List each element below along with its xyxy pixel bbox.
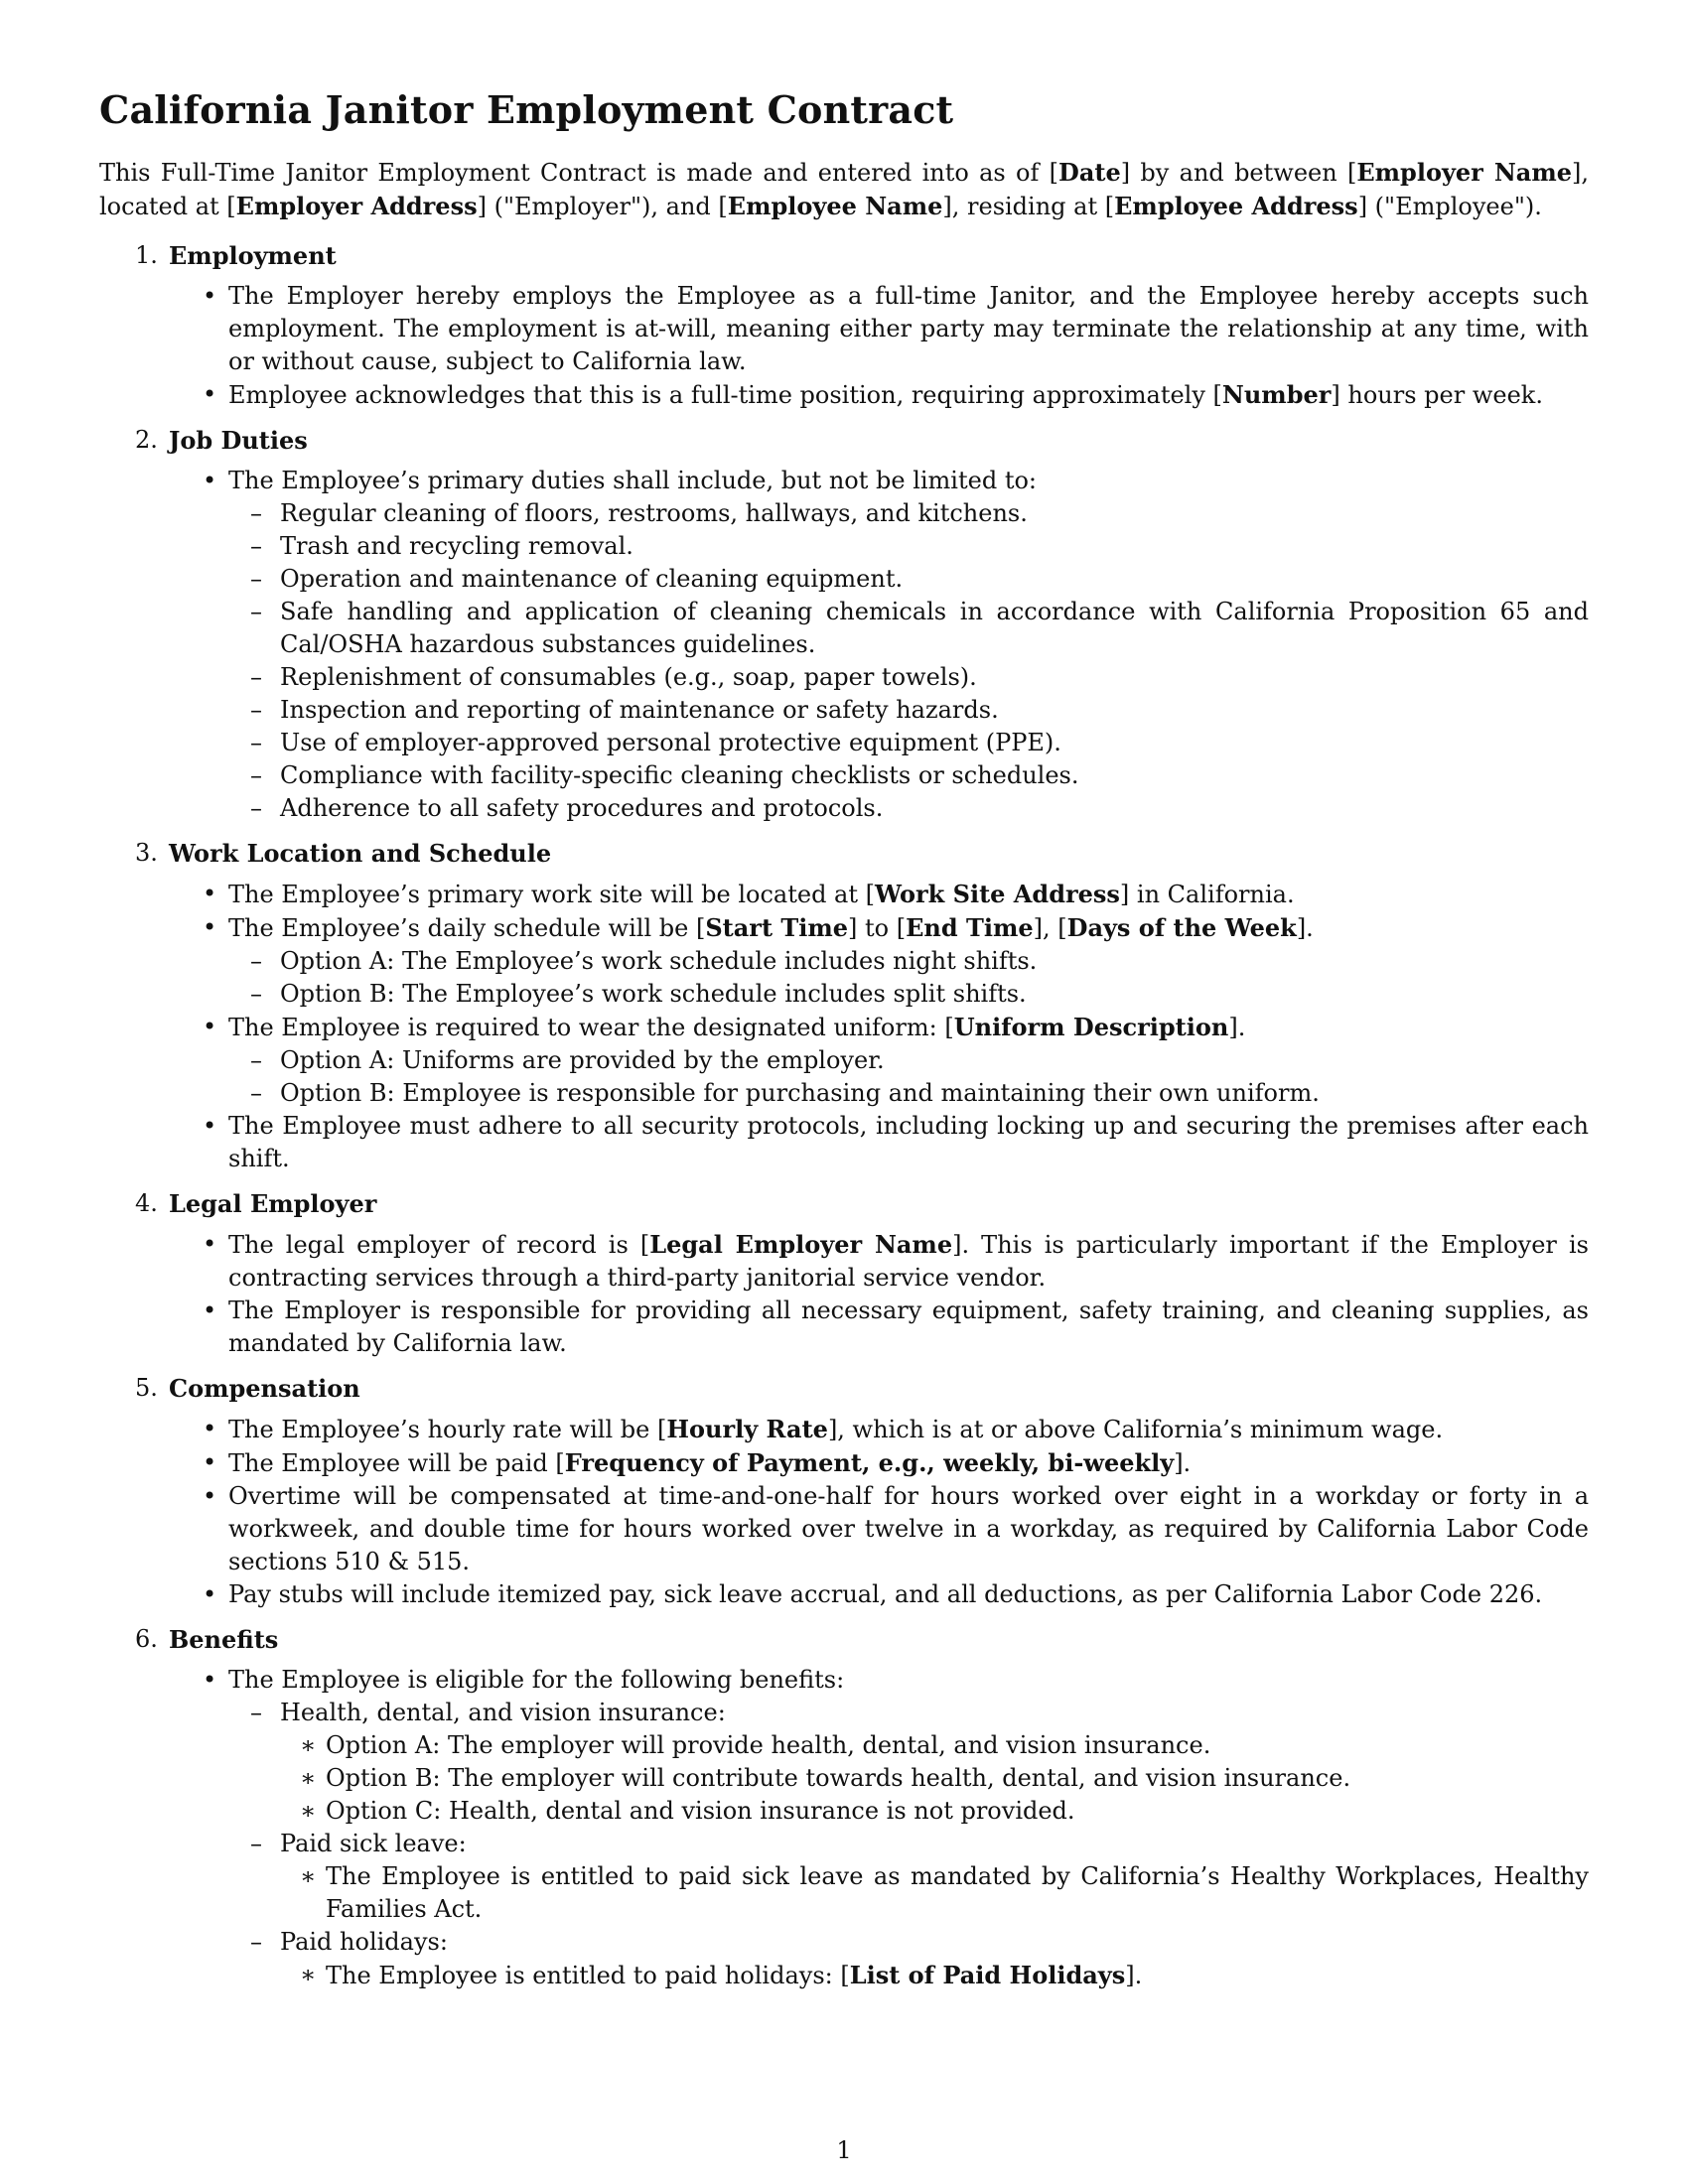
option-text: Option A: The employer will provide health, dental, and vision insurance.: [326, 1731, 1211, 1759]
intro-text: ], residing at [: [942, 193, 1115, 220]
bullet-marker: •: [203, 467, 217, 494]
intro-text: This Full-Time Janitor Employment Contract is made and entered into as of [: [99, 159, 1059, 187]
field-end-time: End Time: [906, 913, 1034, 942]
dash-marker: –: [250, 532, 262, 560]
dash-marker: –: [250, 761, 262, 789]
option-item: [300, 1795, 1589, 1828]
sub-list: [228, 497, 1589, 825]
dash-marker: –: [250, 696, 262, 724]
sub-item-text: Regular cleaning of floors, restrooms, hallways, and kitchens.: [280, 499, 1028, 527]
list-item-text: The Employee is required to wear the designated uniform: [: [228, 1014, 954, 1041]
star-marker: ∗: [300, 1961, 317, 1988]
section-heading: [99, 1187, 1589, 1220]
bullet-marker: •: [203, 282, 217, 310]
dash-marker: –: [250, 947, 262, 975]
list-item-text: ] to [: [848, 914, 907, 942]
list-item-text: ] hours per week.: [1331, 381, 1543, 409]
bullet-marker: •: [203, 1448, 217, 1476]
list-item-text: The Employee is eligible for the following benefits:: [228, 1666, 845, 1694]
bullet-list: [99, 465, 1589, 825]
bullet-marker: •: [203, 380, 217, 408]
option-text: ].: [1125, 1962, 1143, 1989]
section-employment: [99, 239, 1589, 412]
field-employee-name: Employee Name: [727, 192, 943, 220]
sub-list-item: [250, 945, 1589, 978]
sub-list-item: [250, 497, 1589, 530]
list-item: [203, 1011, 1589, 1110]
section-title: Job Duties: [169, 426, 308, 455]
list-item-text: ], which is at or above California’s minimum wage.: [827, 1416, 1444, 1443]
intro-paragraph: [99, 156, 1589, 223]
sub-item-text: Safe handling and application of cleaning chemicals in accordance with California Proposition 65 and Cal/OSHA hazardous substances guidelines.: [280, 598, 1589, 658]
section-title: Legal Employer: [169, 1189, 377, 1218]
list-item-text: The Employer hereby employs the Employee as a full-time Janitor, and the Employee hereby accepts such employment. The employment is at-will, meaning either party may terminate the relationship at any time, with or without cause, subject to California law.: [228, 282, 1589, 375]
sub-item-text: Use of employer-approved personal protective equipment (PPE).: [280, 729, 1061, 756]
sub-list-item: [250, 563, 1589, 596]
list-item: [203, 1578, 1589, 1611]
section-number: 3.: [135, 839, 158, 867]
section-heading: [99, 239, 1589, 272]
list-item-text: The Employee’s hourly rate will be [: [228, 1416, 667, 1443]
section-benefits: [99, 1623, 1589, 1992]
option-list: [280, 1860, 1589, 1926]
intro-text: ] by and between [: [1120, 159, 1357, 187]
sub-list-item: [250, 661, 1589, 694]
list-item-text: Overtime will be compensated at time-and-one-half for hours worked over eight in a workday or forty in a workweek, and double time for hours worked over twelve in a workday, as required by California Labor Code sections 510 & 515.: [228, 1482, 1589, 1575]
option-item: [300, 1729, 1589, 1762]
sub-item-text: Operation and maintenance of cleaning equipment.: [280, 565, 904, 593]
sub-item-text: Replenishment of consumables (e.g., soap, paper towels).: [280, 663, 977, 691]
sub-list: [228, 1697, 1589, 1992]
section-work-location: [99, 837, 1589, 1175]
section-number: 4.: [135, 1189, 158, 1217]
list-item: [203, 911, 1589, 1011]
dash-marker: –: [250, 565, 262, 593]
list-item: [203, 378, 1589, 412]
sub-list-item: [250, 1828, 1589, 1926]
list-item-text: ] in California.: [1119, 881, 1295, 908]
dash-marker: –: [250, 499, 262, 527]
sub-item-text: Compliance with facility-specific cleaning checklists or schedules.: [280, 761, 1079, 789]
option-item: [300, 1959, 1589, 1992]
sub-item-text: Adherence to all safety procedures and protocols.: [280, 794, 884, 822]
sub-list-item: [250, 978, 1589, 1011]
list-item-text: ]. This is particularly important if the Employer is contracting services through a third-party janitorial service vendor.: [228, 1231, 1589, 1292]
field-start-time: Start Time: [705, 913, 849, 942]
sub-list-item: [250, 694, 1589, 727]
sub-list: [228, 1044, 1589, 1110]
sub-list-item: [250, 1044, 1589, 1077]
bullet-list: [99, 878, 1589, 1175]
section-job-duties: [99, 424, 1589, 825]
dash-marker: –: [250, 1928, 262, 1956]
dash-marker: –: [250, 598, 262, 625]
option-text: Option C: Health, dental and vision insurance is not provided.: [326, 1797, 1075, 1825]
dash-marker: –: [250, 1079, 262, 1107]
field-payment-frequency: Frequency of Payment, e.g., weekly, bi-weekly: [564, 1448, 1175, 1477]
field-employer-address: Employer Address: [235, 192, 478, 220]
list-item-text: ].: [1296, 914, 1314, 942]
bullet-marker: •: [203, 1112, 217, 1140]
bullet-list: [99, 1413, 1589, 1611]
sub-list: [228, 945, 1589, 1011]
bullet-marker: •: [203, 913, 217, 941]
list-item-text: The Employee’s primary duties shall include, but not be limited to:: [228, 467, 1037, 494]
field-hourly-rate: Hourly Rate: [666, 1415, 828, 1443]
dash-marker: –: [250, 729, 262, 756]
option-item: [300, 1860, 1589, 1926]
field-employer-name: Employer Name: [1356, 158, 1572, 187]
list-item-text: The Employee will be paid [: [228, 1449, 565, 1477]
intro-text: ] ("Employer"), and [: [477, 193, 728, 220]
list-item: [203, 878, 1589, 911]
dash-marker: –: [250, 794, 262, 822]
field-employee-address: Employee Address: [1114, 192, 1358, 220]
list-item-text: The Employee’s primary work site will be located at [: [228, 881, 875, 908]
sub-list-item: [250, 727, 1589, 759]
list-item: [203, 1480, 1589, 1578]
option-text: Option B: The employer will contribute towards health, dental, and vision insurance.: [326, 1764, 1351, 1792]
star-marker: ∗: [300, 1862, 317, 1890]
option-item: [300, 1762, 1589, 1795]
sub-list-item: [250, 1077, 1589, 1110]
list-item: [203, 1446, 1589, 1480]
option-text: The Employee is entitled to paid holidays: [: [326, 1962, 850, 1989]
bullet-marker: •: [203, 1482, 217, 1510]
bullet-marker: •: [203, 1230, 217, 1258]
sub-item-text: Inspection and reporting of maintenance or safety hazards.: [280, 696, 999, 724]
sub-item-text: Trash and recycling removal.: [280, 532, 633, 560]
section-heading: [99, 1372, 1589, 1405]
sub-list-item: [250, 1697, 1589, 1828]
section-heading: [99, 837, 1589, 870]
bullet-list: [99, 1228, 1589, 1360]
bullet-marker: •: [203, 1013, 217, 1040]
field-paid-holidays: List of Paid Holidays: [849, 1961, 1126, 1989]
section-number: 6.: [135, 1625, 158, 1653]
dash-marker: –: [250, 1046, 262, 1074]
dash-marker: –: [250, 1830, 262, 1857]
field-days-of-week: Days of the Week: [1066, 913, 1297, 942]
sub-list-item: [250, 1926, 1589, 1992]
sub-item-text: Option A: The Employee’s work schedule includes night shifts.: [280, 947, 1038, 975]
list-item: [203, 280, 1589, 378]
list-item-text: The legal employer of record is [: [228, 1231, 650, 1259]
star-marker: ∗: [300, 1731, 317, 1759]
list-item-text: Pay stubs will include itemized pay, sick leave accrual, and all deductions, as per California Labor Code 226.: [228, 1580, 1543, 1608]
sub-list-item: [250, 759, 1589, 792]
list-item-text: ].: [1174, 1449, 1192, 1477]
field-work-site-address: Work Site Address: [875, 880, 1120, 908]
sub-list-item: [250, 530, 1589, 563]
sub-item-text: Paid sick leave:: [280, 1830, 467, 1857]
section-title: Benefits: [169, 1625, 279, 1654]
field-date: Date: [1058, 158, 1121, 187]
section-number: 2.: [135, 426, 158, 454]
list-item-text: The Employer is responsible for providing all necessary equipment, safety training, and cleaning supplies, as mandated by California law.: [228, 1297, 1589, 1357]
section-list: [99, 239, 1589, 1992]
bullet-marker: •: [203, 1580, 217, 1608]
section-heading: [99, 424, 1589, 457]
sub-list-item: [250, 596, 1589, 661]
star-marker: ∗: [300, 1764, 317, 1792]
sub-item-text: Health, dental, and vision insurance:: [280, 1699, 726, 1726]
list-item: [203, 1110, 1589, 1175]
sub-item-text: Option B: The Employee’s work schedule includes split shifts.: [280, 980, 1027, 1008]
sub-item-text: Option A: Uniforms are provided by the employer.: [280, 1046, 885, 1074]
sub-list-item: [250, 792, 1589, 825]
sub-item-text: Paid holidays:: [280, 1928, 448, 1956]
page-number: 1: [836, 2136, 852, 2164]
section-title: Work Location and Schedule: [169, 839, 552, 868]
bullet-marker: •: [203, 1666, 217, 1694]
list-item: [203, 465, 1589, 825]
intro-text: ] ("Employee").: [1357, 193, 1542, 220]
list-item: [203, 1228, 1589, 1295]
section-title: Employment: [169, 241, 337, 270]
field-uniform-description: Uniform Description: [953, 1013, 1229, 1041]
bullet-list: [99, 1664, 1589, 1992]
dash-marker: –: [250, 980, 262, 1008]
bullet-list: [99, 280, 1589, 412]
section-legal-employer: [99, 1187, 1589, 1360]
list-item: [203, 1413, 1589, 1446]
bullet-marker: •: [203, 880, 217, 907]
list-item-text: ], [: [1033, 914, 1067, 942]
page-title: California Janitor Employment Contract: [99, 87, 954, 132]
list-item: [203, 1664, 1589, 1992]
section-compensation: [99, 1372, 1589, 1611]
section-heading: [99, 1623, 1589, 1656]
list-item-text: The Employee’s daily schedule will be [: [228, 914, 706, 942]
list-item-text: ].: [1228, 1014, 1246, 1041]
star-marker: ∗: [300, 1797, 317, 1825]
section-number: 5.: [135, 1374, 158, 1402]
option-list: [280, 1959, 1589, 1992]
field-legal-employer-name: Legal Employer Name: [649, 1230, 953, 1259]
section-title: Compensation: [169, 1374, 360, 1403]
list-item: [203, 1295, 1589, 1360]
field-number: Number: [1221, 380, 1332, 409]
option-text: The Employee is entitled to paid sick leave as mandated by California’s Healthy Workplaces, Healthy Families Act.: [326, 1862, 1589, 1923]
list-item-text: Employee acknowledges that this is a full-time position, requiring approximately [: [228, 381, 1222, 409]
bullet-marker: •: [203, 1297, 217, 1324]
dash-marker: –: [250, 663, 262, 691]
contract-page: [99, 87, 1589, 2004]
dash-marker: –: [250, 1699, 262, 1726]
option-list: [280, 1729, 1589, 1828]
bullet-marker: •: [203, 1415, 217, 1442]
section-number: 1.: [135, 241, 158, 269]
sub-item-text: Option B: Employee is responsible for purchasing and maintaining their own uniform.: [280, 1079, 1320, 1107]
list-item-text: The Employee must adhere to all security protocols, including locking up and securing the premises after each shift.: [228, 1112, 1589, 1172]
intro-text: ], located at [: [99, 159, 1589, 220]
